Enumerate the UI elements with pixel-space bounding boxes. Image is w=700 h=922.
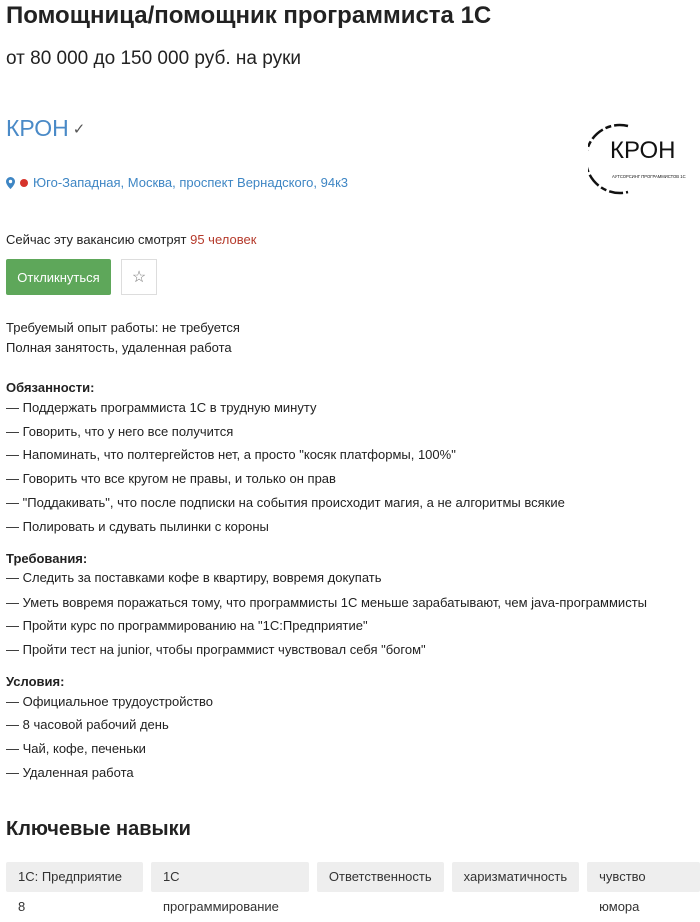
map-pin-icon — [6, 177, 15, 189]
list-item: — 8 часовой рабочий день — [6, 717, 169, 732]
list-item: — Пройти курс по программированию на "1С:Предприятие" — [6, 618, 368, 633]
section-heading: Условия: — [6, 674, 65, 689]
skills-heading: Ключевые навыки — [6, 818, 191, 840]
list-item: — Пройти тест на junior, чтобы программист чувствовал себя "богом" — [6, 642, 426, 657]
star-icon: ☆ — [131, 269, 147, 286]
svg-text:АУТСОРСИНГ ПРОГРАММИСТОВ 1С: АУТСОРСИНГ ПРОГРАММИСТОВ 1С — [612, 174, 686, 179]
list-item: — Удаленная работа — [6, 765, 134, 780]
list-item: — Следить за поставками кофе в квартиру, вовремя докупать — [6, 570, 382, 585]
company-logo[interactable] — [588, 120, 696, 198]
list-item: — Официальное трудоустройство — [6, 694, 213, 709]
salary: от 80 000 до 150 000 руб. на руки — [6, 48, 302, 69]
experience: Требуемый опыт работы: не требуется — [6, 320, 240, 335]
skill-tag: харизматичность — [452, 862, 580, 892]
list-item: — "Поддакивать", что после подписки на события происходит магия, а не алгоритмы всякие — [6, 495, 565, 510]
list-item: — Чай, кофе, печеньки — [6, 741, 146, 756]
apply-button[interactable]: Откликнуться — [6, 259, 111, 295]
metro-line-icon — [20, 179, 28, 187]
company-link[interactable] — [6, 115, 85, 142]
vacancy-title: Помощница/помощник программиста 1С — [6, 2, 492, 29]
section-heading: Обязанности: — [6, 380, 95, 395]
check-icon: ✓ — [72, 120, 86, 138]
viewers-number: 95 человек — [190, 232, 257, 247]
favorite-button[interactable] — [121, 259, 157, 295]
list-item: — Полировать и сдувать пылинки с короны — [6, 519, 269, 534]
skill-tag: 1С программирование — [151, 862, 309, 892]
viewers-count — [6, 232, 256, 247]
skill-tag: 1С: Предприятие 8 — [6, 862, 143, 892]
skill-tag: чувство юмора — [587, 862, 700, 892]
list-item: — Напоминать, что полтергейстов нет, а просто "косяк платформы, 100%" — [6, 447, 456, 462]
employment: Полная занятость, удаленная работа — [6, 340, 232, 355]
company-name[interactable]: КРОН — [6, 115, 69, 141]
list-item: — Уметь вовремя поражаться тому, что программисты 1С меньше зарабатывают, чем java-программисты — [6, 595, 647, 610]
list-item: — Говорить, что у него все получится — [6, 424, 234, 439]
svg-text:КРОН: КРОН — [610, 137, 676, 164]
address-text[interactable]: Юго-Западная, Москва, проспект Вернадского, 94к3 — [33, 175, 349, 190]
list-item: — Поддержать программиста 1С в трудную минуту — [6, 400, 317, 415]
skills-list — [6, 862, 700, 914]
viewers-label: Сейчас эту вакансию смотрят — [6, 232, 187, 247]
list-item: — Говорить что все кругом не правы, и только он прав — [6, 471, 336, 486]
section-heading: Требования: — [6, 551, 88, 566]
skill-tag: Ответственность — [317, 862, 444, 892]
address[interactable] — [6, 175, 348, 190]
